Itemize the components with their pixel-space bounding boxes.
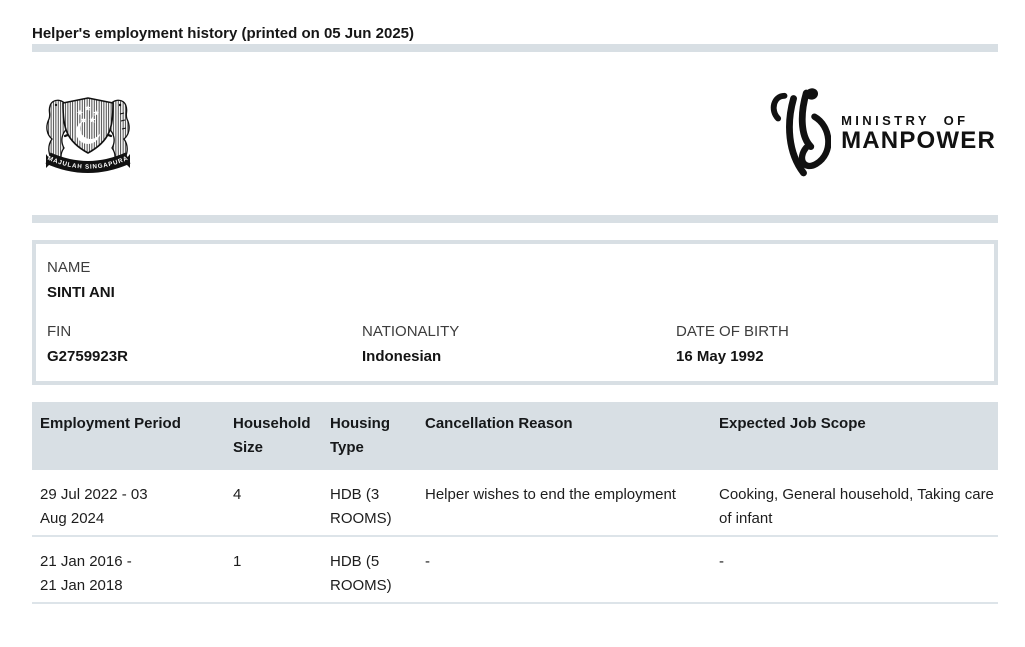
cell-household-size: 4 (225, 470, 322, 536)
nationality-label: NATIONALITY (362, 323, 460, 340)
cell-cancellation-reason: - (417, 536, 713, 603)
mom-wordmark-line1: MINISTRY OF (841, 112, 969, 128)
banner-text: MAJULAH SINGAPURA (46, 154, 130, 171)
title-accent-bar (32, 44, 998, 52)
col-header-housing-type: Housing Type (322, 402, 417, 470)
section-accent-bar (32, 215, 998, 223)
cell-housing-type: HDB (5 ROOMS) (322, 536, 417, 603)
name-field (47, 256, 983, 305)
page-title: Helper's employment history (printed on 05 Jun 2025) (32, 25, 414, 42)
col-header-household-size: Household Size (225, 402, 322, 470)
shield (63, 98, 113, 153)
cell-housing-type: HDB (3 ROOMS) (322, 470, 417, 536)
mom-logo (767, 84, 996, 182)
name-label: NAME (47, 259, 91, 276)
nationality-value: Indonesian (362, 348, 442, 365)
letterhead (32, 84, 998, 182)
employment-history-table (32, 402, 998, 604)
table-header (32, 402, 998, 470)
cell-expected-job-scope: - (713, 536, 998, 603)
helper-info-grid (47, 320, 983, 369)
date-of-birth-field (676, 320, 983, 369)
cell-cancellation-reason: Helper wishes to end the employment (417, 470, 713, 536)
fin-field (47, 320, 362, 369)
fin-label: FIN (47, 323, 72, 340)
cell-household-size: 1 (225, 536, 322, 603)
document-page (32, 24, 998, 604)
col-header-employment-period: Employment Period (32, 402, 225, 470)
cell-expected-job-scope: Cooking, General household, Taking care of infant (713, 470, 998, 536)
cell-employment-period: 29 Jul 2022 - 03 Aug 2024 (32, 470, 225, 536)
mom-figure-icon (767, 84, 831, 182)
nationality-field (362, 320, 676, 369)
helper-info-box (32, 240, 998, 385)
table-row (32, 536, 998, 603)
col-header-cancellation-reason: Cancellation Reason (417, 402, 713, 470)
date-of-birth-value: 16 May 1992 (676, 348, 764, 365)
mom-wordmark-line2: MANPOWER (841, 126, 996, 154)
table-body (32, 470, 998, 603)
singapore-coat-of-arms-icon (38, 84, 138, 181)
col-header-expected-job-scope: Expected Job Scope (713, 402, 998, 470)
cell-employment-period: 21 Jan 2016 - 21 Jan 2018 (32, 536, 225, 603)
fin-value: G2759923R (47, 348, 128, 365)
date-of-birth-label: DATE OF BIRTH (676, 323, 789, 340)
majulah-banner (46, 154, 130, 171)
table-row (32, 470, 998, 536)
name-value: SINTI ANI (47, 284, 115, 301)
mom-wordmark (841, 113, 996, 154)
